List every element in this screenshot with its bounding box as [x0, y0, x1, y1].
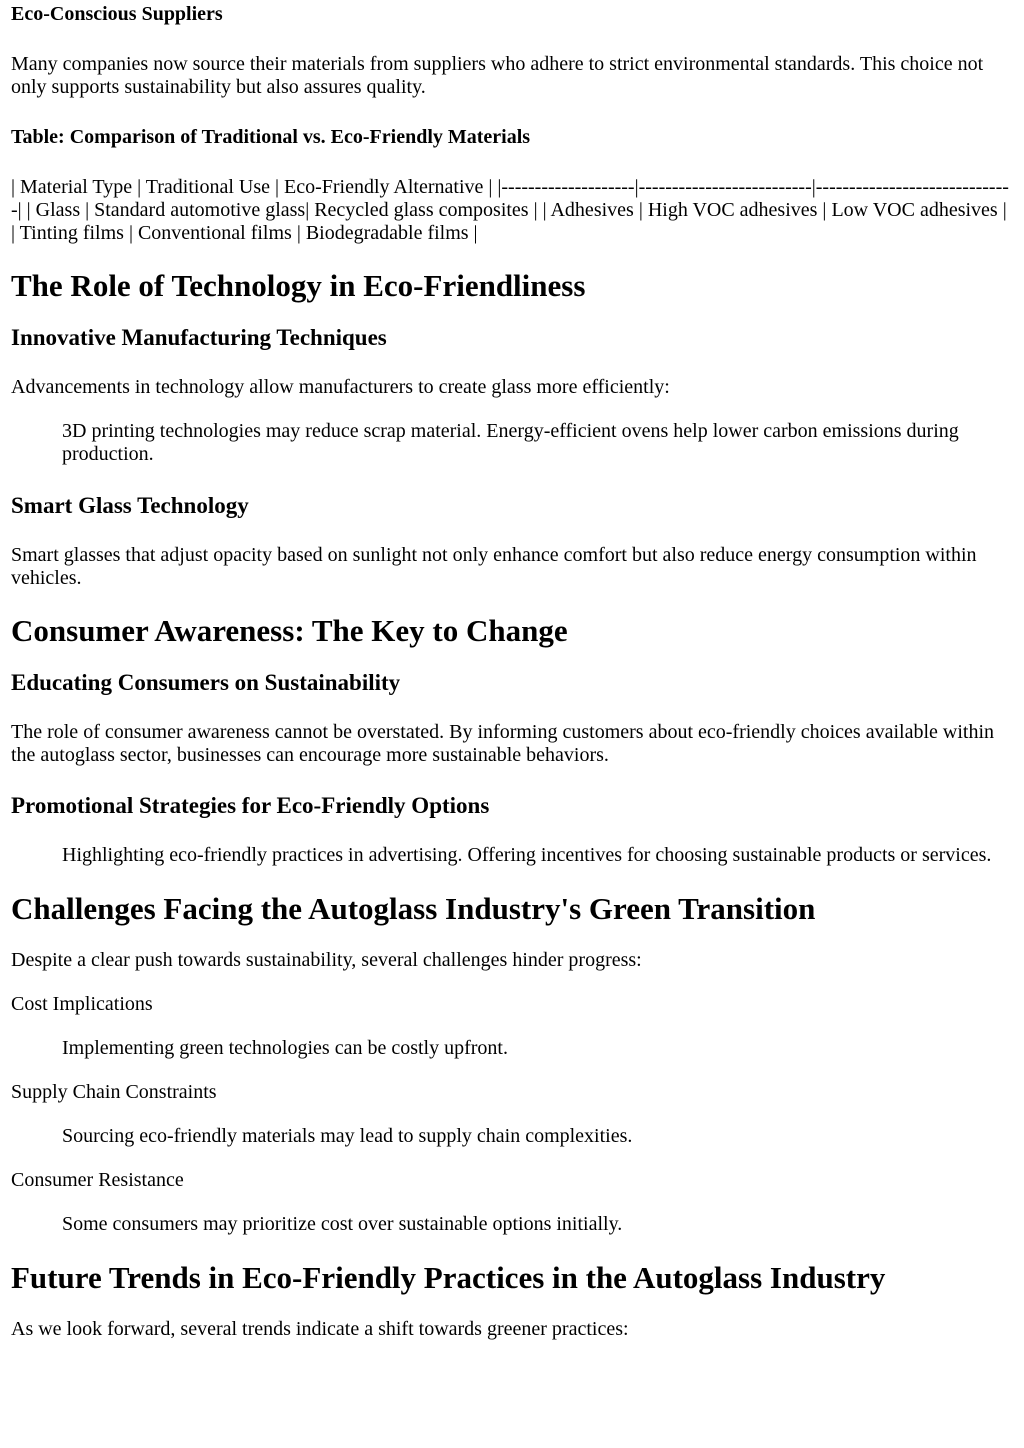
challenge-term: Supply Chain Constraints	[11, 1081, 217, 1103]
table-caption: Table: Comparison of Traditional vs. Eco-Friendly Materials	[11, 126, 531, 148]
educating-heading: Educating Consumers on Sustainability	[11, 670, 401, 695]
eco-suppliers-paragraph: Many companies now source their materials from suppliers who adhere to strict environmental standards. This choice not only supports sustainability but also assures quality.	[11, 53, 984, 98]
challenges-heading: Challenges Facing the Autoglass Industry's Green Transition	[11, 891, 816, 926]
challenge-term: Cost Implications	[11, 993, 153, 1015]
consumer-awareness-heading: Consumer Awareness: The Key to Change	[11, 613, 568, 648]
promotional-quote: Highlighting eco-friendly practices in advertising. Offering incentives for choosing sustainable products or services.	[62, 844, 992, 866]
future-trends-intro: As we look forward, several trends indicate a shift towards greener practices:	[11, 1318, 629, 1340]
educating-paragraph: The role of consumer awareness cannot be overstated. By informing customers about eco-friendly choices available within the autoglass sector, businesses can encourage more sustainable behaviors.	[11, 721, 994, 766]
technology-heading: The Role of Technology in Eco-Friendliness	[11, 268, 586, 303]
challenge-description: Sourcing eco-friendly materials may lead to supply chain complexities.	[62, 1125, 633, 1147]
eco-suppliers-heading: Eco-Conscious Suppliers	[11, 3, 223, 25]
future-trends-heading: Future Trends in Eco-Friendly Practices in the Autoglass Industry	[11, 1260, 886, 1295]
challenge-description: Some consumers may prioritize cost over sustainable options initially.	[62, 1213, 623, 1235]
materials-table-text: | Material Type | Traditional Use | Eco-Friendly Alternative | |--------------------|--------------------------|------------------------------| | Glass | Standard automotive glass| Recycled glass composites | | Adhesives | High VOC adhesives | Low VOC adhesives | | Tinting films | Conventional films | Biodegradable films |	[11, 176, 1009, 244]
challenge-term: Consumer Resistance	[11, 1169, 184, 1191]
challenge-description: Implementing green technologies can be costly upfront.	[62, 1037, 508, 1059]
smart-glass-heading: Smart Glass Technology	[11, 493, 249, 518]
manufacturing-heading: Innovative Manufacturing Techniques	[11, 325, 387, 350]
manufacturing-paragraph: Advancements in technology allow manufacturers to create glass more efficiently:	[11, 376, 670, 398]
article-content	[0, 2, 1024, 1341]
smart-glass-paragraph: Smart glasses that adjust opacity based on sunlight not only enhance comfort but also reduce energy consumption within vehicles.	[11, 544, 977, 589]
challenges-intro: Despite a clear push towards sustainability, several challenges hinder progress:	[11, 949, 642, 971]
manufacturing-quote: 3D printing technologies may reduce scrap material. Energy-efficient ovens help lower carbon emissions during production.	[62, 420, 959, 465]
challenges-list	[11, 993, 1013, 1236]
promotional-heading: Promotional Strategies for Eco-Friendly Options	[11, 793, 490, 818]
